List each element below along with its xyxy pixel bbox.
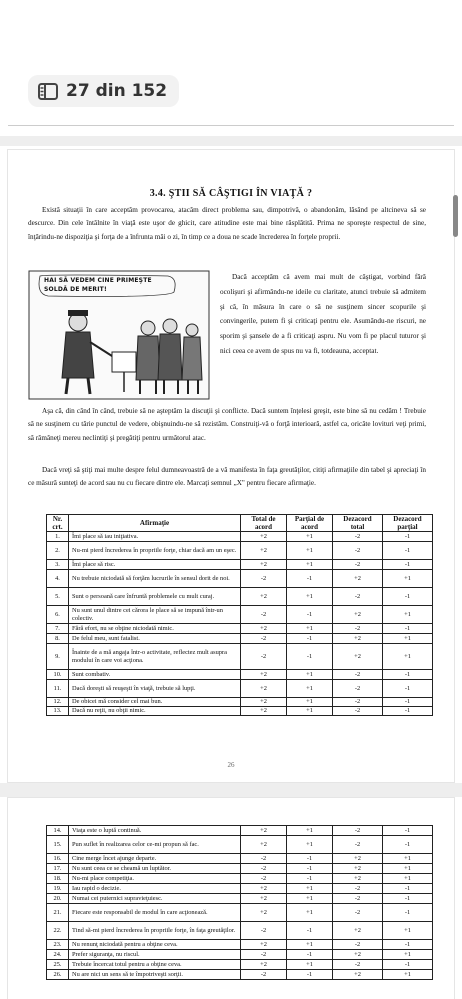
table-row (47, 864, 433, 874)
score-partial-disagree[interactable]: -1 (383, 670, 433, 680)
score-total-agree[interactable]: +2 (241, 960, 287, 970)
statement-text: Sunt o persoană care înfruntă problemele cu mult curaj. (69, 588, 241, 606)
row-number: 26. (47, 970, 69, 980)
table-row (47, 707, 433, 716)
statement-text: Nu are nici un sens să te împotriveşti sorţii. (69, 970, 241, 980)
row-number: 11. (47, 680, 69, 698)
score-total-agree[interactable]: +2 (241, 707, 287, 716)
statement-text: Trebuie încercat totul pentru a obţine ceva. (69, 960, 241, 970)
score-partial-agree[interactable]: +1 (287, 680, 333, 698)
cartoon-caption: HAI SĂ VEDEM CINE PRIMEŞTE SOLDĂ DE MERIT! (44, 277, 152, 293)
pages-icon (38, 83, 58, 100)
row-number: 20. (47, 894, 69, 904)
score-total-agree[interactable]: +2 (241, 698, 287, 707)
score-partial-disagree[interactable]: -1 (383, 588, 433, 606)
statement-text: Iau rapid o decizie. (69, 884, 241, 894)
table-row (47, 624, 433, 634)
score-total-disagree[interactable]: +2 (333, 950, 383, 960)
score-partial-agree[interactable]: +1 (287, 698, 333, 707)
page-gap (0, 783, 462, 797)
score-partial-agree[interactable]: +1 (287, 542, 333, 560)
score-partial-disagree[interactable]: +1 (383, 606, 433, 624)
statement-text: Nu sunt unul dintre cei cărora le place să se impună într-un colectiv. (69, 606, 241, 624)
score-total-agree[interactable]: +2 (241, 560, 287, 570)
table-row (47, 940, 433, 950)
score-total-disagree[interactable]: -2 (333, 680, 383, 698)
score-total-agree[interactable]: +2 (241, 894, 287, 904)
table-row (47, 560, 433, 570)
score-partial-disagree[interactable]: +1 (383, 950, 433, 960)
score-total-disagree[interactable]: -2 (333, 698, 383, 707)
table-row (47, 836, 433, 854)
score-total-disagree[interactable]: +2 (333, 570, 383, 588)
row-number: 15. (47, 836, 69, 854)
table-row (47, 532, 433, 542)
score-partial-agree[interactable]: -1 (287, 854, 333, 864)
row-number: 12. (47, 698, 69, 707)
score-total-disagree[interactable]: -2 (333, 588, 383, 606)
table-row (47, 904, 433, 922)
paragraph-intro: Există situaţii în care acceptăm provocarea, atacăm direct problema sau, dimpotrivă, o abandonăm, lăsând pe altcineva să se descurce. Din cele întâlnite în viaţă este uşor de ghicit, care atitudine este mai bine răsplătită. Prima ne sporeşte respectul de sine, înţărindu-ne dispoziţia şi forţa de a înfrunta mâi o zi, în timp ce a doua ne scade încrederea în forţele proprii. (28, 206, 426, 241)
row-number: 16. (47, 854, 69, 864)
page-counter[interactable] (28, 75, 179, 107)
row-number: 21. (47, 904, 69, 922)
table-row (47, 884, 433, 894)
statement-text: Nu-mi pierd încrederea în propriile forţe, chiar dacă am un eşec. (69, 542, 241, 560)
table-row (47, 960, 433, 970)
score-partial-agree[interactable]: +1 (287, 940, 333, 950)
score-total-agree[interactable]: +2 (241, 670, 287, 680)
score-partial-disagree[interactable]: -1 (383, 894, 433, 904)
table-row (47, 680, 433, 698)
statement-text: Pun suflet în realizarea celor ce-mi propun să fac. (69, 836, 241, 854)
statement-text: Viaţa este o luptă continuă. (69, 826, 241, 836)
paragraph-conflicts: Aşa că, din când în când, trebuie să ne aşteptăm la discuţii şi conflicte. Dacă suntem înţelesi greşit, este bine să nu cedăm ! Trebuie să ne susţinem cu tărie punctul de vedere, obişnuindu-ne să rezistăm. Construiţi-vă o forţă interioară, astfel ca, oricâte lovituri veţi primi, să rămâneţi mereu neclintiţi şi pregătiţi pentru următorul atac. (28, 407, 426, 442)
scrollbar-thumb[interactable] (453, 195, 458, 237)
score-total-agree[interactable]: -2 (241, 922, 287, 940)
statement-text: Înainte de a mă angaja într-o activitate, reflectez mult asupra modului în care voi acţiona. (69, 644, 241, 670)
score-total-disagree[interactable]: -2 (333, 836, 383, 854)
score-partial-agree[interactable]: -1 (287, 570, 333, 588)
row-number: 22. (47, 922, 69, 940)
statement-text: Îmi place să risc. (69, 560, 241, 570)
score-total-disagree[interactable]: +2 (333, 970, 383, 980)
score-partial-disagree[interactable]: -1 (383, 624, 433, 634)
statement-text: Sunt combativ. (69, 670, 241, 680)
header-total-agree: Total de acord (241, 515, 287, 532)
header-statement: Afirmaţie (69, 515, 241, 532)
score-total-disagree[interactable]: -2 (333, 560, 383, 570)
paragraph-accept: Dacă acceptăm că avem mai mult de câştigat, vorbind fără ocolişuri şi afirmându-ne ideile cu claritate, atunci trebuie să admitem şi că, în măsura în care o să ne susţinem sincer scopurile şi convingerile, putem fi şi criticaţi pentru ele. Asumându-ne riscuri, ne sporim şi şansele de a fi criticaţi aspru. Nu vom fi pe placul tuturor şi nici ceea ce avem de spus nu va fi, totdeauna, acceptat. (220, 273, 426, 355)
statement-text: Nu renunţ niciodată pentru a obţine ceva. (69, 940, 241, 950)
score-total-agree[interactable]: +2 (241, 542, 287, 560)
row-number: 25. (47, 960, 69, 970)
score-partial-agree[interactable]: -1 (287, 874, 333, 884)
score-total-agree[interactable]: +2 (241, 588, 287, 606)
score-partial-agree[interactable]: +1 (287, 624, 333, 634)
score-total-disagree[interactable]: +2 (333, 634, 383, 644)
score-total-agree[interactable]: +2 (241, 680, 287, 698)
row-number: 14. (47, 826, 69, 836)
table-row (47, 950, 433, 960)
score-total-disagree[interactable]: +2 (333, 874, 383, 884)
score-total-disagree[interactable]: -2 (333, 670, 383, 680)
score-total-agree[interactable]: -2 (241, 570, 287, 588)
score-total-disagree[interactable]: -2 (333, 532, 383, 542)
table-row (47, 542, 433, 560)
score-total-agree[interactable]: +2 (241, 624, 287, 634)
score-total-agree[interactable]: -2 (241, 970, 287, 980)
row-number: 23. (47, 940, 69, 950)
score-total-agree[interactable]: -2 (241, 644, 287, 670)
score-total-disagree[interactable]: -2 (333, 826, 383, 836)
score-total-agree[interactable]: -2 (241, 854, 287, 864)
score-total-disagree[interactable]: +2 (333, 854, 383, 864)
score-partial-agree[interactable]: +1 (287, 826, 333, 836)
statement-text: De obicei mă consider cel mai bun. (69, 698, 241, 707)
score-total-agree[interactable]: -2 (241, 950, 287, 960)
score-partial-disagree[interactable]: +1 (383, 922, 433, 940)
previous-page-edge (8, 125, 454, 126)
row-number: 7. (47, 624, 69, 634)
score-total-agree[interactable]: +2 (241, 884, 287, 894)
table-row (47, 874, 433, 884)
score-partial-agree[interactable]: +1 (287, 707, 333, 716)
score-total-disagree[interactable]: -2 (333, 940, 383, 950)
score-partial-agree[interactable]: +1 (287, 960, 333, 970)
score-partial-disagree[interactable]: -1 (383, 542, 433, 560)
score-total-disagree[interactable]: +2 (333, 922, 383, 940)
score-partial-agree[interactable]: +1 (287, 836, 333, 854)
score-partial-disagree[interactable]: -1 (383, 698, 433, 707)
score-partial-agree[interactable]: +1 (287, 560, 333, 570)
table-row (47, 588, 433, 606)
header-total-disagree: Dezacord total (333, 515, 383, 532)
table-row (47, 606, 433, 624)
statement-text: Fiecare este responsabil de modul în care acţionează. (69, 904, 241, 922)
score-partial-disagree[interactable]: -1 (383, 826, 433, 836)
score-partial-disagree[interactable]: -1 (383, 940, 433, 950)
score-partial-agree[interactable]: +1 (287, 894, 333, 904)
row-number: 13. (47, 707, 69, 716)
score-partial-disagree[interactable]: -1 (383, 560, 433, 570)
table-row (47, 698, 433, 707)
score-total-disagree[interactable]: +2 (333, 864, 383, 874)
table-row (47, 970, 433, 980)
statement-text: Nu-mi place competiţia. (69, 874, 241, 884)
statement-text: Cine merge încet ajunge departe. (69, 854, 241, 864)
score-partial-agree[interactable]: -1 (287, 864, 333, 874)
statements-table-continued (46, 825, 433, 980)
score-partial-disagree[interactable]: +1 (383, 644, 433, 670)
score-partial-disagree[interactable]: -1 (383, 836, 433, 854)
row-number: 2. (47, 542, 69, 560)
score-partial-disagree[interactable]: -1 (383, 884, 433, 894)
score-partial-agree[interactable]: -1 (287, 922, 333, 940)
table-row (47, 922, 433, 940)
score-partial-agree[interactable]: -1 (287, 634, 333, 644)
score-total-agree[interactable]: -2 (241, 606, 287, 624)
row-number: 8. (47, 634, 69, 644)
header-partial-disagree: Dezacord parţial (383, 515, 433, 532)
score-total-disagree[interactable]: -2 (333, 707, 383, 716)
table-row (47, 670, 433, 680)
score-partial-disagree[interactable]: +1 (383, 970, 433, 980)
statement-text: Nu trebuie niciodată să forţăm lucrurile în sensul dorit de noi. (69, 570, 241, 588)
score-total-agree[interactable]: +2 (241, 836, 287, 854)
row-number: 19. (47, 884, 69, 894)
row-number: 5. (47, 588, 69, 606)
score-partial-disagree[interactable]: -1 (383, 680, 433, 698)
table-row (47, 634, 433, 644)
score-total-disagree[interactable]: -2 (333, 542, 383, 560)
page-gap (0, 136, 462, 146)
row-number: 6. (47, 606, 69, 624)
score-partial-agree[interactable]: +1 (287, 904, 333, 922)
score-total-agree[interactable]: +2 (241, 940, 287, 950)
score-partial-agree[interactable]: +1 (287, 670, 333, 680)
score-partial-disagree[interactable]: +1 (383, 864, 433, 874)
score-total-disagree[interactable]: -2 (333, 904, 383, 922)
score-total-agree[interactable]: -2 (241, 864, 287, 874)
score-partial-disagree[interactable]: +1 (383, 570, 433, 588)
score-partial-agree[interactable]: -1 (287, 606, 333, 624)
header-partial-agree: Parţial de acord (287, 515, 333, 532)
score-total-disagree[interactable]: -2 (333, 894, 383, 904)
table-row (47, 644, 433, 670)
score-total-agree[interactable]: +2 (241, 826, 287, 836)
row-number: 9. (47, 644, 69, 670)
score-total-agree[interactable]: -2 (241, 874, 287, 884)
table-row (47, 826, 433, 836)
row-number: 4. (47, 570, 69, 588)
score-total-agree[interactable]: -2 (241, 634, 287, 644)
score-total-disagree[interactable]: +2 (333, 644, 383, 670)
table-row (47, 570, 433, 588)
score-partial-agree[interactable]: -1 (287, 644, 333, 670)
table-row (47, 894, 433, 904)
score-partial-disagree[interactable]: +1 (383, 634, 433, 644)
score-total-disagree[interactable]: -2 (333, 960, 383, 970)
statement-text: De felul meu, sunt fatalist. (69, 634, 241, 644)
score-partial-agree[interactable]: +1 (287, 884, 333, 894)
statement-text: Fără efort, nu se obţine niciodată nimic. (69, 624, 241, 634)
paragraph-instructions: Dacă vreţi să ştiţi mai multe despre felul dumneavoastră de a vă manifesta în faţa greutăţilor, citiţi afirmaţiile din tabel şi apreciaţi în ce măsură sunteţi de acord sau nu cu fiecare dintre ele. Marcaţi semnul „X" pentru fiecare afirmaţie. (28, 466, 426, 488)
score-partial-disagree[interactable]: +1 (383, 854, 433, 864)
row-number: 10. (47, 670, 69, 680)
table-row (47, 854, 433, 864)
score-partial-disagree[interactable]: -1 (383, 532, 433, 542)
statement-text: Dacă nu reţii, nu obţii nimic. (69, 707, 241, 716)
score-partial-agree[interactable]: +1 (287, 532, 333, 542)
score-total-disagree[interactable]: -2 (333, 884, 383, 894)
table-header-row (47, 515, 433, 532)
statement-text: Prefer siguranţa, nu riscul. (69, 950, 241, 960)
statement-text: Nu sunt ceea ce se cheamă un luptător. (69, 864, 241, 874)
score-total-disagree[interactable]: -2 (333, 624, 383, 634)
statement-text: Tind să-mi pierd încrederea în propriile forţe, în faţa greutăţilor. (69, 922, 241, 940)
page-number: 26 (227, 761, 235, 769)
score-partial-agree[interactable]: +1 (287, 588, 333, 606)
score-partial-disagree[interactable]: -1 (383, 707, 433, 716)
row-number: 3. (47, 560, 69, 570)
statements-table (46, 514, 433, 716)
row-number: 18. (47, 874, 69, 884)
statement-text: Numai cei puternici supravieţuiesc. (69, 894, 241, 904)
score-partial-disagree[interactable]: -1 (383, 904, 433, 922)
score-total-agree[interactable]: +2 (241, 904, 287, 922)
page-indicator: 27 din 152 (66, 81, 168, 101)
score-partial-agree[interactable]: -1 (287, 950, 333, 960)
statement-text: Dacă doreşti să reuşeşti în viaţă, trebuie să lupţi. (69, 680, 241, 698)
score-partial-agree[interactable]: -1 (287, 970, 333, 980)
score-total-agree[interactable]: +2 (241, 532, 287, 542)
score-total-disagree[interactable]: +2 (333, 606, 383, 624)
row-number: 24. (47, 950, 69, 960)
header-nr: Nr. crt. (47, 515, 69, 532)
statement-text: Îmi place să iau iniţiativa. (69, 532, 241, 542)
score-partial-disagree[interactable]: +1 (383, 874, 433, 884)
article-title: 3.4. ŞTII SĂ CÂŞTIGI ÎN VIAŢĂ ? (149, 188, 313, 199)
row-number: 1. (47, 532, 69, 542)
score-partial-disagree[interactable]: -1 (383, 960, 433, 970)
row-number: 17. (47, 864, 69, 874)
